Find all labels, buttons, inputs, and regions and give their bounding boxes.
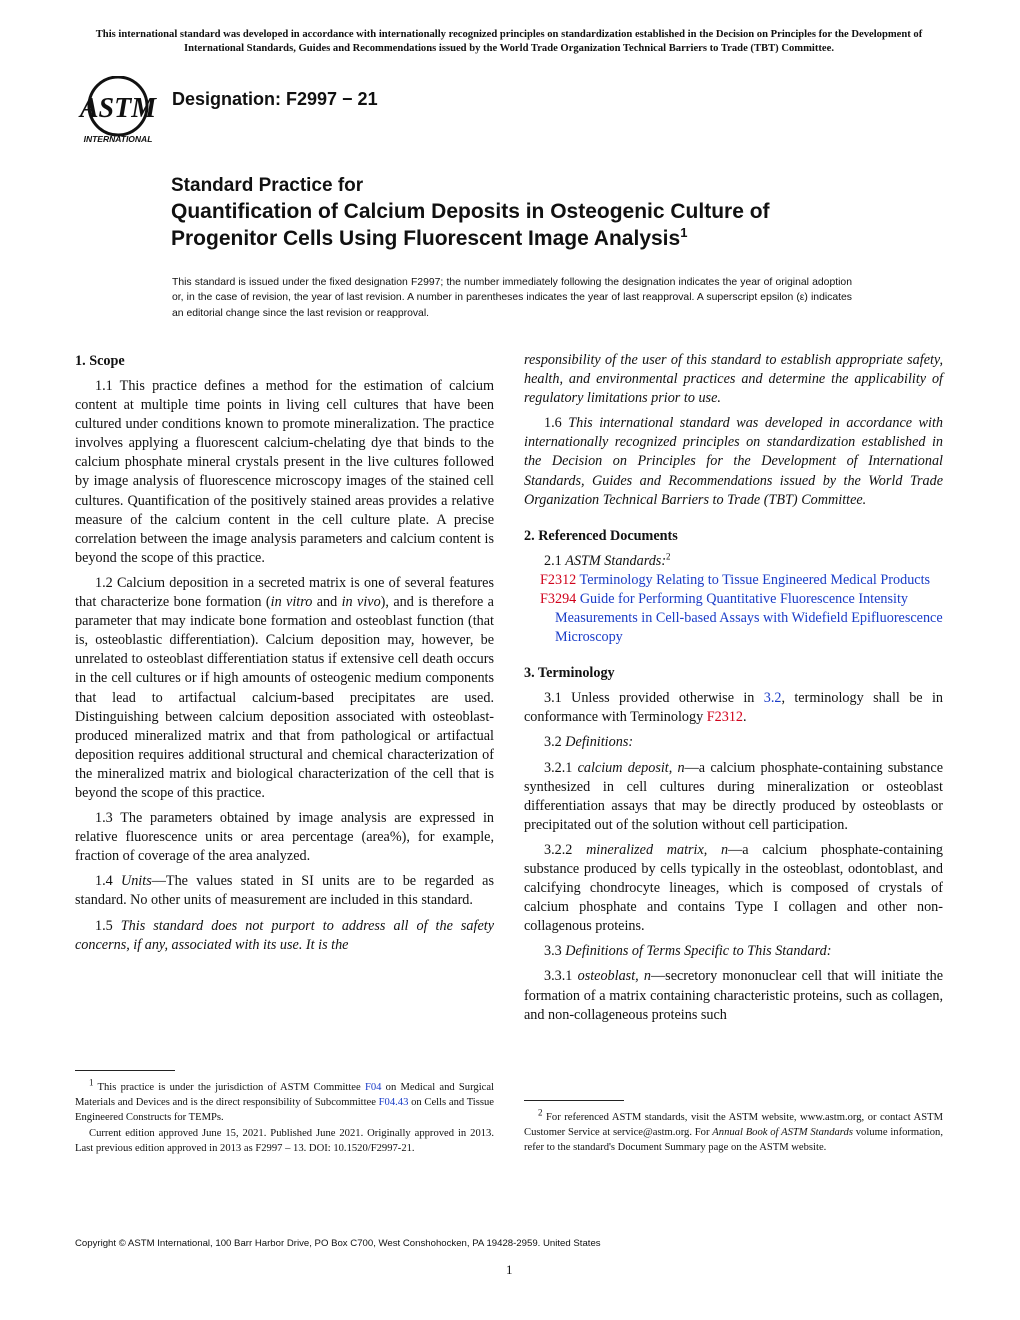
section-3-2-1: 3.2.1 calcium deposit, n—a calcium phosphate-containing substance synthesized in cell cultures during mineralization or osteoblast differentiation assays that may be directly produced by osteoblasts or precipitated out of the solution without cell participation.: [524, 759, 943, 833]
left-column: [75, 351, 494, 961]
footnote-2: $^2$ For referenced ASTM standards, visit the ASTM website, www.astm.org, or contact ASTM Customer Service at service@astm.org. For Annual Book of ASTM Standards volume information, refer to the standard's Document Summary page on the ASTM website.: [524, 1107, 943, 1154]
section-1-4: 1.4 Units—The values stated in SI units are to be regarded as standard. No other units of measurement are included in this standard.: [75, 873, 495, 909]
terminology-heading: 3. Terminology: [524, 665, 615, 682]
link-3-2[interactable]: 3.2: [763, 690, 782, 707]
referenced-documents-heading: 2. Referenced Documents: [524, 527, 678, 544]
ref-code-f3294[interactable]: F3294: [540, 590, 577, 607]
copyright-line: Copyright © ASTM International, 100 Barr Harbor Drive, PO Box C700, West Conshohocken, PA 19428-2959. United States: [75, 1238, 601, 1249]
section-2-1: 2.1 ASTM Standards:$^2$: [544, 551, 671, 569]
section-1-5-part-2: responsibility of the user of this standard to establish appropriate safety, health, and environmental practices and determine the applicability of regulatory limitations prior to use.: [524, 352, 943, 407]
section-1-6: 1.6 This international standard was developed in accordance with internationally recognized principles on standardization established in the Decision on Principles for the Development of International Standards, Guides and Recommendations issued by the World Trade Organization Technical Barriers to Trade (TBT) Committee.: [524, 415, 943, 508]
adoption-notice: This international standard was developed in accordance with internationally recognized principles on standardization established in the Decision on Principles for the Development of International Standards, Guides and Recommendations issued by the World Trade Organization Technical Barriers to Trade (TBT) Committee.: [95, 29, 923, 54]
ref-title-f3294[interactable]: Guide for Performing Quantitative Fluorescence Intensity Measurements in Cell-based Assays with Widefield Epifluorescence Microscopy: [555, 590, 943, 646]
title-line-3: Progenitor Cells Using Fluorescent Image Analysis: [171, 227, 681, 250]
title-line-1: Standard Practice for: [171, 175, 364, 196]
designation: Designation: F2997 − 21: [172, 89, 378, 109]
section-1-5-part-1: 1.5 This standard does not purport to address all of the safety concerns, if any, associated with its use. It is the: [75, 917, 494, 953]
ref-title-f2312[interactable]: Terminology Relating to Tissue Engineered Medical Products: [576, 571, 931, 588]
link-f04-43[interactable]: F04.43: [378, 1097, 409, 1109]
page-number: 1: [506, 1262, 513, 1277]
logo-text: ASTM: [79, 93, 157, 124]
footnote-1: $^1$ This practice is under the jurisdiction of ASTM Committee F04 on Medical and Surgical Materials and Devices and is the direct responsibility of Subcommittee F04.43 on Cells and Tissue Engineered Constructs for TEMPs. Current edition approved June 15, 2021. Published June 2021. Originally approved in 2013. Last previous edition approved in 2013 as F2997 – 13. DOI: 10.1520/F2997-21.: [75, 1080, 494, 1156]
footnote-rule-left: [75, 1070, 175, 1071]
section-3-1: 3.1 Unless provided otherwise in 3.2, terminology shall be in conformance with Terminology F2312.: [524, 690, 943, 726]
reference-f3294[interactable]: [524, 590, 943, 647]
section-3-2-2: 3.2.2 mineralized matrix, n—a calcium phosphate-containing substance produced by cells typically in the osteoblast, odontoblast, and calcifying chondrocyte lineages, which is composed of crystals of calcium phosphate and contains Type I collagen and other non-collagenous proteins.: [524, 841, 944, 935]
section-3-3-1: 3.3.1 osteoblast, n—secretory mononuclear cell that will initiate the formation of a matrix containing characteristic proteins, such as collagen, and non-collageneous proteins such: [524, 968, 944, 1023]
ref-code-f2312[interactable]: F2312: [540, 571, 577, 588]
title-line-2: Quantification of Calcium Deposits in Osteogenic Culture of: [171, 200, 770, 223]
link-f04[interactable]: F04: [364, 1082, 382, 1093]
document-title: [171, 174, 931, 252]
logo-caption: INTERNATIONAL: [83, 134, 153, 144]
link-f2312[interactable]: F2312: [706, 709, 744, 726]
title-footnote-mark: 1: [680, 225, 688, 240]
section-3-3: 3.3 Definitions of Terms Specific to This Standard:: [544, 943, 832, 960]
section-1-1: 1.1 This practice defines a method for the estimation of calcium content at multiple time points in living cell cultures that have been cultured under conditions known to promote mineralization. The practice involves applying a fluorescent calcium-chelating dye that binds to the calcium phosphate mineral crystals present in the live cultures followed by image analysis of fluorescence microscopy images of the stained cell cultures. Quantification of the positively stained areas provides a relative measure of the calcium content in the cell culture plate. A precise correlation between the image analysis parameters and calcium content is beyond the scope of this practice.: [75, 378, 494, 566]
section-3-2: 3.2 Definitions:: [544, 734, 634, 751]
footnote-1-edition: Current edition approved June 15, 2021. Published June 2021. Originally approved in 2013. Last previous edition approved in 2013 as F2997 – 13. DOI: 10.1520/F2997-21.: [75, 1127, 494, 1154]
issued-note: This standard is issued under the fixed designation F2997; the number immediately following the designation indicates the year of original adoption or, in the case of revision, the year of last revision. A number in parentheses indicates the year of last reapproval. A superscript epsilon (ε) indicates an editorial change since the last revision or reapproval.: [172, 277, 852, 319]
footnote-rule-right: [524, 1100, 624, 1101]
scope-heading: 1. Scope: [75, 353, 125, 369]
section-1-3: 1.3 The parameters obtained by image analysis are expressed in relative fluorescence units or area percentage (area%), for example, fraction of coverage of the area analyzed.: [75, 810, 494, 865]
astm-logo-icon: [72, 76, 162, 144]
right-column: [524, 351, 943, 1031]
reference-f2312[interactable]: [524, 571, 943, 590]
section-1-2: 1.2 Calcium deposition in a secreted matrix is one of several features that characterize bone formation (in vitro and in vivo), and is therefore a parameter that may indicate bone formation and osteoblast function (that is, osteoblastic differentiation). Calcium deposition may, however, be unrelated to osteoblast differentiation status if extensive cell death occurs in the cell cultures or if high amounts of osteogenic medium components that lead to artifactual calcium-based precipitates are used. Distinguishing between calcium deposition associated with osteoblast-produced mineralized matrix and that from pathological or artifactual deposition requires additional structural and chemical characterization of the mineralized matrix and biological characterization of the cell that is beyond the scope of this practice.: [75, 574, 494, 801]
